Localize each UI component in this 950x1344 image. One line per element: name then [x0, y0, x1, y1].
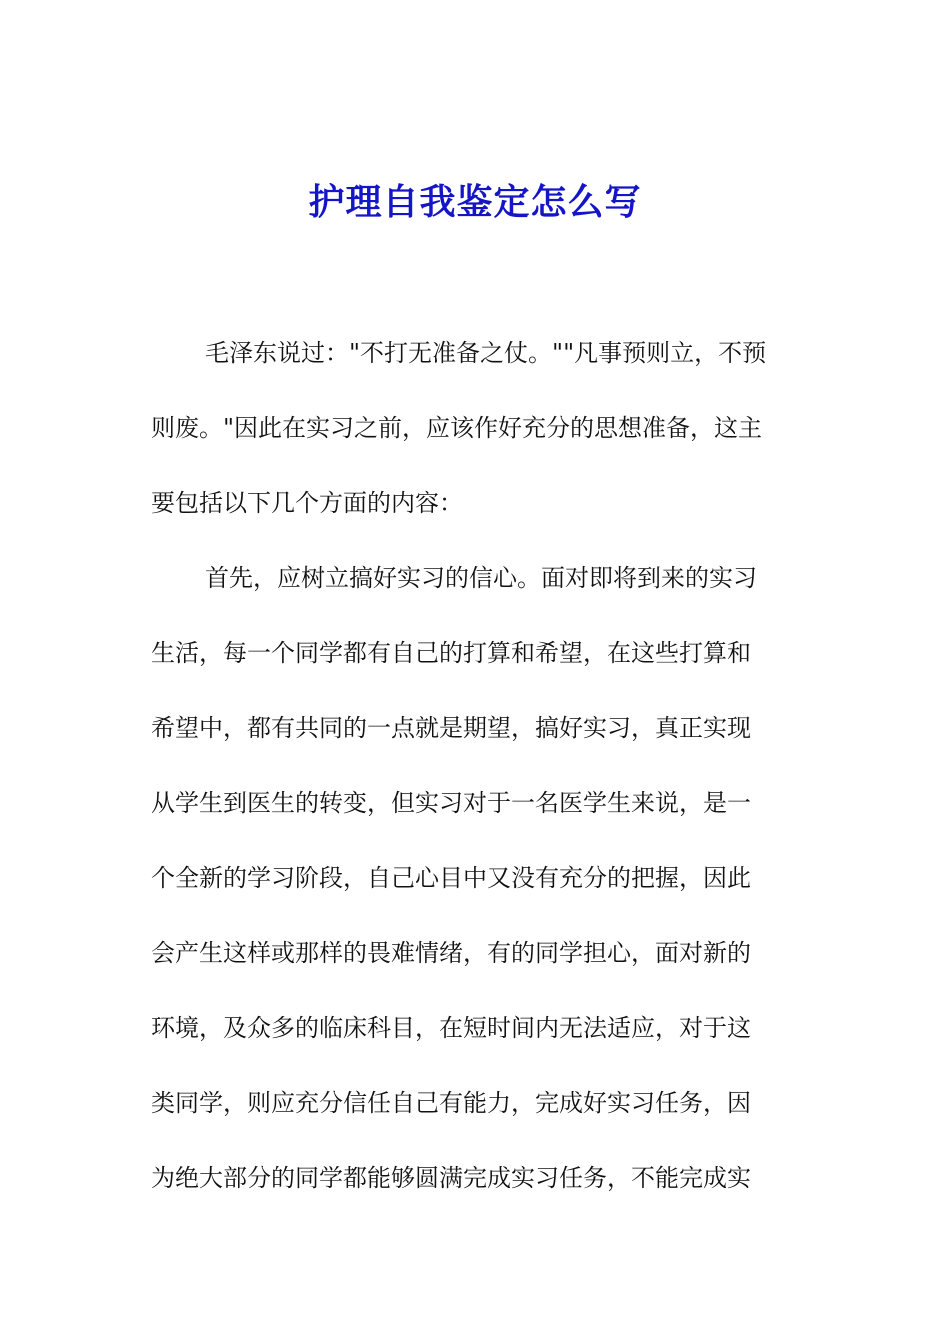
paragraph-line: 希望中，都有共同的一点就是期望，搞好实习，真正实现: [151, 714, 751, 742]
document-body: [151, 329, 801, 1229]
paragraph-line: 毛泽东说过："不打无准备之仗。""凡事预则立，不预: [205, 339, 767, 367]
paragraph-line: 会产生这样或那样的畏难情绪，有的同学担心，面对新的: [151, 939, 751, 967]
paragraph-line: 生活，每一个同学都有自己的打算和希望，在这些打算和: [151, 639, 751, 667]
paragraph-line: 从学生到医生的转变，但实习对于一名医学生来说，是一: [151, 789, 751, 817]
paragraph-line: 个全新的学习阶段，自己心目中又没有充分的把握，因此: [151, 864, 751, 892]
paragraph-line: 要包括以下几个方面的内容：: [151, 489, 463, 517]
paragraph-line: 类同学，则应充分信任自己有能力，完成好实习任务，因: [151, 1089, 751, 1117]
paragraph-line: 环境，及众多的临床科目，在短时间内无法适应，对于这: [151, 1014, 751, 1042]
paragraph-line: 为绝大部分的同学都能够圆满完成实习任务，不能完成实: [151, 1164, 751, 1192]
document-title: 护理自我鉴定怎么写: [308, 181, 642, 223]
paragraph-line: 则废。"因此在实习之前，应该作好充分的思想准备，这主: [151, 414, 763, 442]
paragraph-line: 首先，应树立搞好实习的信心。面对即将到来的实习: [205, 564, 757, 592]
